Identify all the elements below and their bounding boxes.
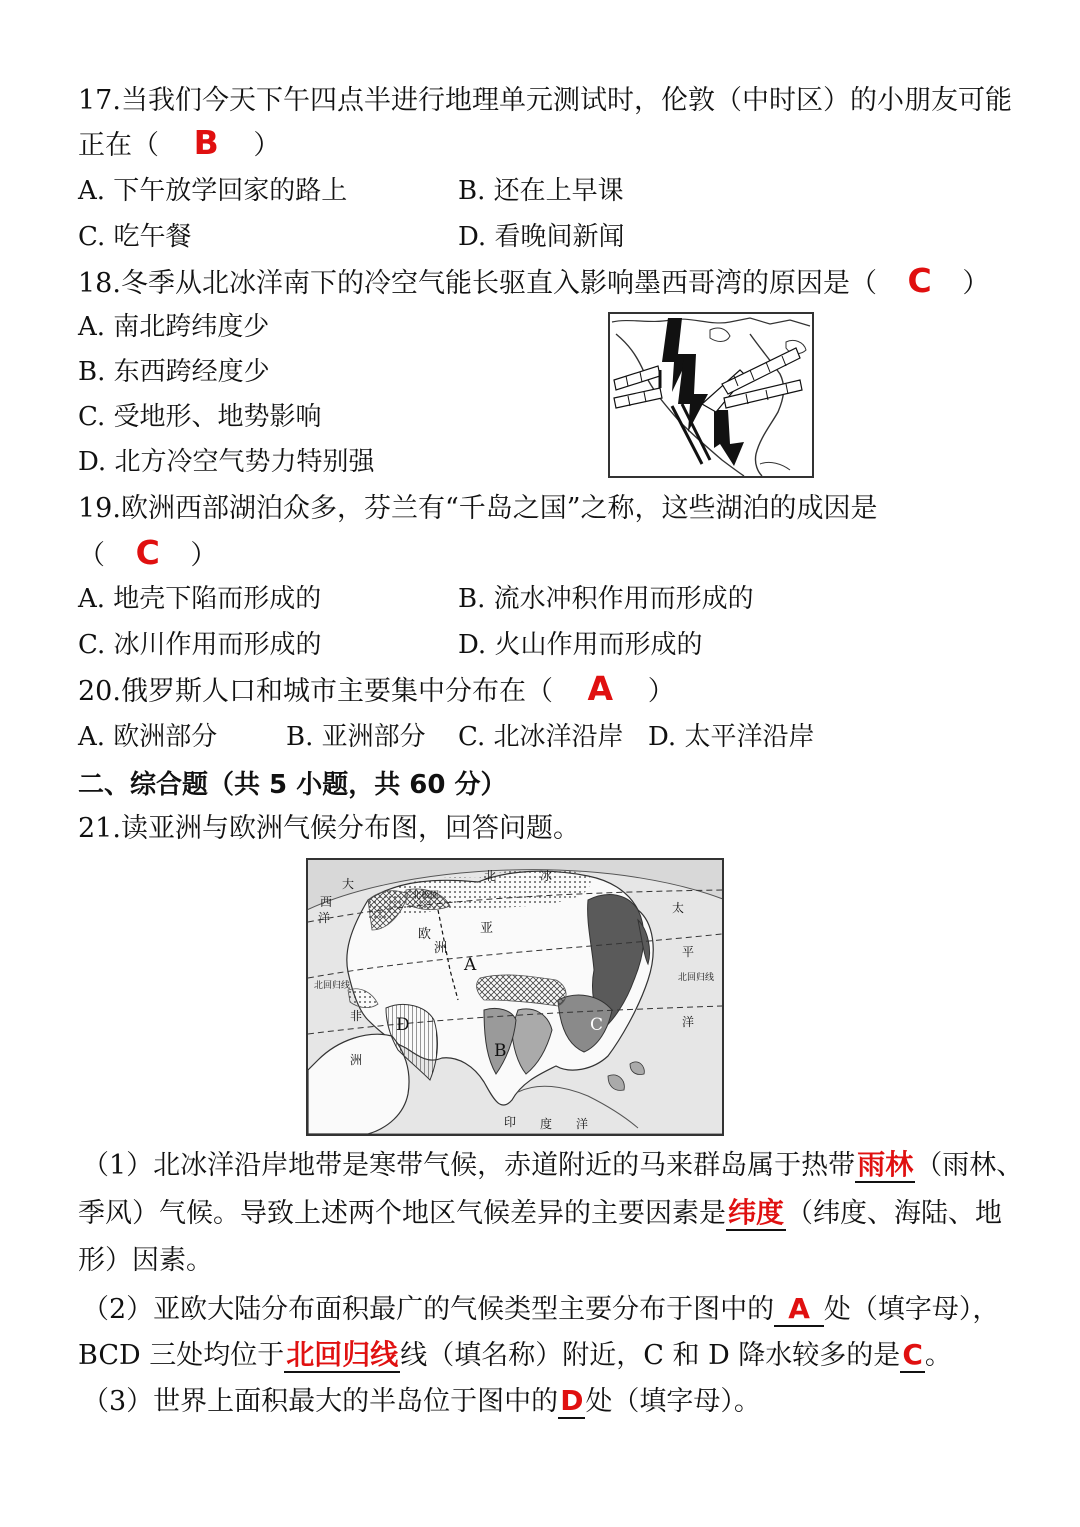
map-label-A: A — [464, 955, 477, 975]
asia-europe-climate-map — [306, 858, 724, 1136]
q21-part3-text1: （3）世界上面积最大的半岛位于图中的 — [82, 1386, 559, 1417]
q20-paren-close: ） — [647, 676, 675, 707]
map-label-B: B — [494, 1041, 507, 1061]
q17-paren-close: ） — [253, 130, 281, 161]
q18-stem — [78, 262, 989, 303]
q18-answer: C — [907, 261, 932, 300]
q21-part2-line1 — [82, 1290, 999, 1329]
q21-part3-line — [82, 1382, 761, 1421]
q21-part1-text2: （雨林、 — [915, 1150, 1024, 1181]
q21-part2-text3: BCD 三处均位于 — [78, 1340, 285, 1371]
q21-part1-line1 — [82, 1146, 1023, 1185]
q20-option-b: B. 亚洲部分 — [286, 722, 426, 752]
q21-part2-answer3: C — [902, 1338, 923, 1371]
map-label-ya: 亚 — [480, 921, 494, 936]
q20-stem — [78, 670, 675, 711]
q19-option-b: B. 流水冲积作用而形成的 — [458, 584, 754, 614]
map-label-bei: 北 — [484, 869, 497, 883]
map-label-yang: 洋 — [318, 911, 331, 925]
q20-option-a: A. 欧洲部分 — [78, 722, 218, 752]
q17-option-d: D. 看晚间新闻 — [458, 222, 625, 252]
asia-europe-climate-map-graphic — [308, 860, 722, 1134]
q21-part1-text1: （1）北冰洋沿岸地带是寒带气候，赤道附近的马来群岛属于热带 — [82, 1150, 856, 1181]
q21-part1-text3: 季风）气候。导致上述两个地区气候差异的主要因素是 — [78, 1198, 726, 1229]
q21-part1-answer1: 雨林 — [857, 1148, 914, 1181]
q21-part1-text4: （纬度、海陆、地 — [786, 1198, 1003, 1229]
q20-option-c: C. 北冰洋沿岸 — [458, 722, 624, 752]
map-label-tropic-right: 北回归线 — [678, 973, 715, 983]
q21-part1-answer2: 纬度 — [728, 1196, 785, 1229]
map-label-fei: 非 — [350, 1009, 363, 1023]
q18-stem-text: 18.冬季从北冰洋南下的冷空气能长驱直入影响墨西哥湾的原因是（ — [78, 268, 877, 299]
q19-stem-line1: 19.欧洲西部湖泊众多，芬兰有“千岛之国”之称，这些湖泊的成因是 — [78, 493, 878, 524]
q19-answer: C — [135, 533, 160, 572]
q17-paren-open: 正在（ — [78, 130, 159, 161]
q21-part1-line3: 形）因素。 — [78, 1245, 213, 1276]
map-label-zhou2: 洲 — [350, 1053, 363, 1067]
q19-option-a: A. 地壳下陷而形成的 — [78, 584, 322, 614]
q21-part1-line2 — [78, 1194, 1002, 1233]
q18-paren-close: ） — [962, 268, 990, 299]
map-label-yang2: 洋 — [682, 1015, 695, 1029]
q19-option-c: C. 冰川作用而形成的 — [78, 630, 322, 660]
q19-paren-open: （ — [78, 540, 105, 571]
q17-stem-line1: 17.当我们今天下午四点半进行地理单元测试时，伦敦（中时区）的小朋友可能 — [78, 85, 1012, 116]
q21-title: 21.读亚洲与欧洲气候分布图，回答问题。 — [78, 813, 580, 844]
q21-part2-answer2: 北回归线 — [286, 1338, 399, 1371]
map-label-yin: 印 — [504, 1115, 517, 1129]
q17-option-a: A. 下午放学回家的路上 — [78, 176, 348, 206]
map-label-tai: 太 — [672, 901, 685, 915]
map-label-du: 度 — [540, 1117, 553, 1131]
map-label-tropic-left: 北回归线 — [314, 981, 351, 991]
map-label-ou: 欧 — [418, 927, 432, 942]
north-america-cold-air-map — [608, 312, 814, 478]
q17-option-c: C. 吃午餐 — [78, 222, 192, 252]
map-label-C: C — [590, 1015, 604, 1035]
map-label-da2: 大 — [342, 877, 355, 891]
q17-answer: B — [193, 123, 219, 162]
north-america-map-graphic — [610, 314, 812, 476]
map-label-bing: 冰 — [540, 869, 553, 883]
q19-stem-line2 — [78, 534, 217, 575]
q17-option-b: B. 还在上早课 — [458, 176, 624, 206]
q21-part2-text4: 线（填名称）附近，C 和 D 降水较多的是 — [400, 1340, 901, 1371]
q20-option-d: D. 太平洋沿岸 — [648, 722, 815, 752]
q21-part2-text2: 处（填字母）， — [823, 1294, 1000, 1325]
q18-option-d: D. 北方冷空气势力特别强 — [78, 447, 375, 477]
q18-option-a: A. 南北跨纬度少 — [78, 312, 270, 342]
q21-part2-line2 — [78, 1336, 952, 1375]
map-label-arctic-circle: 北极圈 — [412, 891, 440, 901]
map-label-da: 西 — [320, 895, 333, 909]
q21-part3-text2: 处（填字母）。 — [585, 1386, 761, 1417]
q18-option-c: C. 受地形、地势影响 — [78, 402, 322, 432]
q21-part2-text5: 。 — [924, 1340, 952, 1371]
q19-option-d: D. 火山作用而形成的 — [458, 630, 703, 660]
q18-option-b: B. 东西跨经度少 — [78, 357, 270, 387]
map-label-yang3: 洋 — [576, 1117, 589, 1131]
q20-answer: A — [587, 669, 614, 708]
map-label-zhou1: 洲 — [434, 941, 448, 956]
map-label-ping: 平 — [682, 945, 695, 959]
q21-part2-text1: （2）亚欧大陆分布面积最广的气候类型主要分布于图中的 — [82, 1294, 775, 1325]
q21-part2-answer1: A — [774, 1292, 824, 1327]
q20-stem-text: 20.俄罗斯人口和城市主要集中分布在（ — [78, 676, 553, 707]
map-label-D: D — [396, 1015, 410, 1035]
q21-part3-answer: D — [560, 1384, 584, 1417]
q17-stem-line2 — [78, 124, 280, 165]
section-2-title: 二、综合题（共 5 小题，共 60 分） — [78, 770, 507, 800]
q19-paren-close: ） — [190, 540, 218, 571]
